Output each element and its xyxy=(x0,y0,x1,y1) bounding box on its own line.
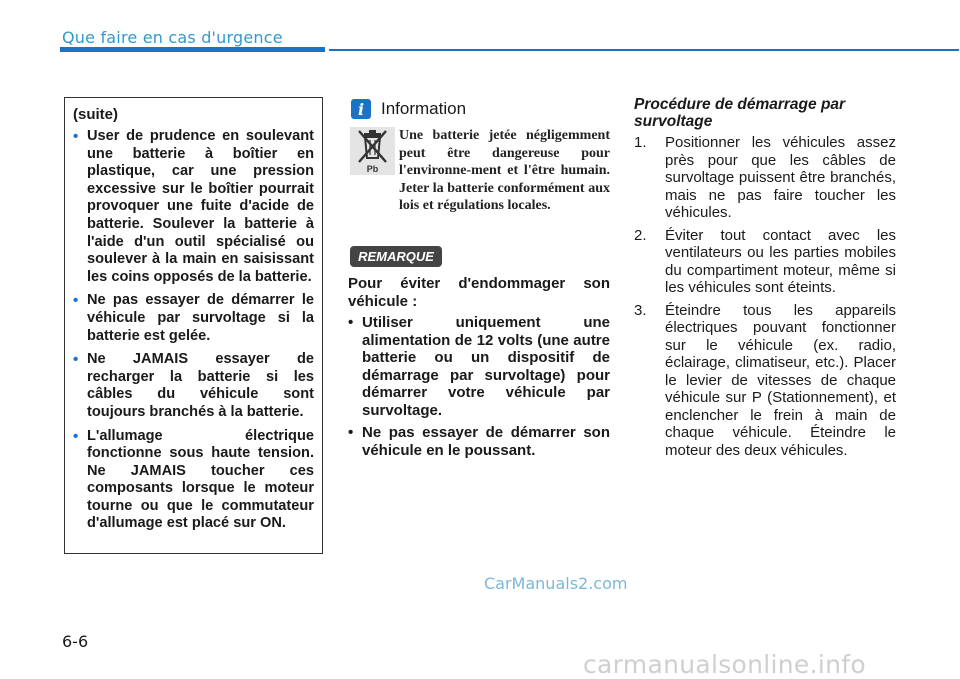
remarque-list xyxy=(348,314,610,464)
bullet-icon: • xyxy=(73,427,79,445)
warning-item: • L'allumage électrique fonctionne sous haute tension. Ne JAMAIS toucher ces composants lorsque le moteur tourne ou que le commutateur d'allumage est placé sur ON. xyxy=(73,427,314,532)
procedure-title: Procédure de démarrage par survoltage xyxy=(634,96,846,130)
header-rule-thick xyxy=(60,47,325,52)
bullet-icon: • xyxy=(73,351,79,369)
remarque-item: • Ne pas essayer de démarrer son véhicule en le poussant. xyxy=(348,424,610,459)
warning-item: • User de prudence en soulevant une batterie à boîtier en plastique, car une pression excessive sur le boîtier pourrait provoquer une fuite d'acide de batterie. Soulever la batterie à l'aide d'un outil spécialisé ou soulever à la main en saisissant les coins opposés de la batterie. xyxy=(73,128,314,285)
info-icon: i xyxy=(351,99,371,119)
header-rule-thin xyxy=(329,49,959,51)
bullet-icon: • xyxy=(73,292,79,310)
warning-list xyxy=(73,128,314,533)
remarque-badge: REMARQUE xyxy=(350,246,442,267)
crossed-bin-icon xyxy=(350,127,395,175)
warning-item: • Ne pas essayer de démarrer le véhicule par survoltage si la batterie est gelée. xyxy=(73,292,314,344)
bin-label: Pb xyxy=(366,164,379,174)
warning-item: • Ne JAMAIS essayer de recharger la batterie si les câbles du véhicule sont toujours branchés à la batterie. xyxy=(73,351,314,420)
warning-continued-label: (suite) xyxy=(73,106,118,123)
procedure-steps xyxy=(634,134,896,464)
information-text: Une batterie jetée négligemment peut être dangereuse pour l'environne-ment et l'être humain. Jeter la batterie conformément aux lois et régulations locales. xyxy=(399,128,610,213)
site-watermark: carmanualsonline.info xyxy=(583,650,866,679)
information-title: Information xyxy=(381,99,467,118)
section-title: Que faire en cas d'urgence xyxy=(62,28,283,47)
carmanuals-watermark[interactable]: CarManuals2.com xyxy=(484,574,628,593)
page-number: 6-6 xyxy=(62,632,89,651)
bullet-icon: • xyxy=(348,314,354,331)
warning-box xyxy=(64,97,323,554)
bullet-icon: • xyxy=(73,128,79,145)
remarque-item: • Utiliser uniquement une alimentation de 12 volts (une autre batterie ou un dispositif de démarrage par survoltage) pour démarrer votre véhicule par survoltage. xyxy=(348,314,610,419)
procedure-step: 1. Positionner les véhicules assez près pour que les câbles de survoltage puissent être branchés, mais ne pas faire toucher les véhicules. xyxy=(634,134,896,221)
remarque-lead: Pour éviter d'endommager son véhicule : xyxy=(348,275,610,310)
procedure-step: 2. Éviter tout contact avec les ventilateurs ou les parties mobiles du compartiment moteur, même si les véhicules sont éteints. xyxy=(634,226,896,296)
procedure-step: 3. Éteindre tous les appareils électriques pouvant fonctionner sur le véhicule (ex. radio, éclairage, climatiseur, etc.). Placer le levier de vitesses de chaque véhicule sur P (Stationnement), et enclencher le frein à main de chaque véhicule. Éteindre le moteur des deux véhicules. xyxy=(634,301,896,459)
bullet-icon: • xyxy=(348,424,354,441)
information-heading xyxy=(351,99,466,119)
